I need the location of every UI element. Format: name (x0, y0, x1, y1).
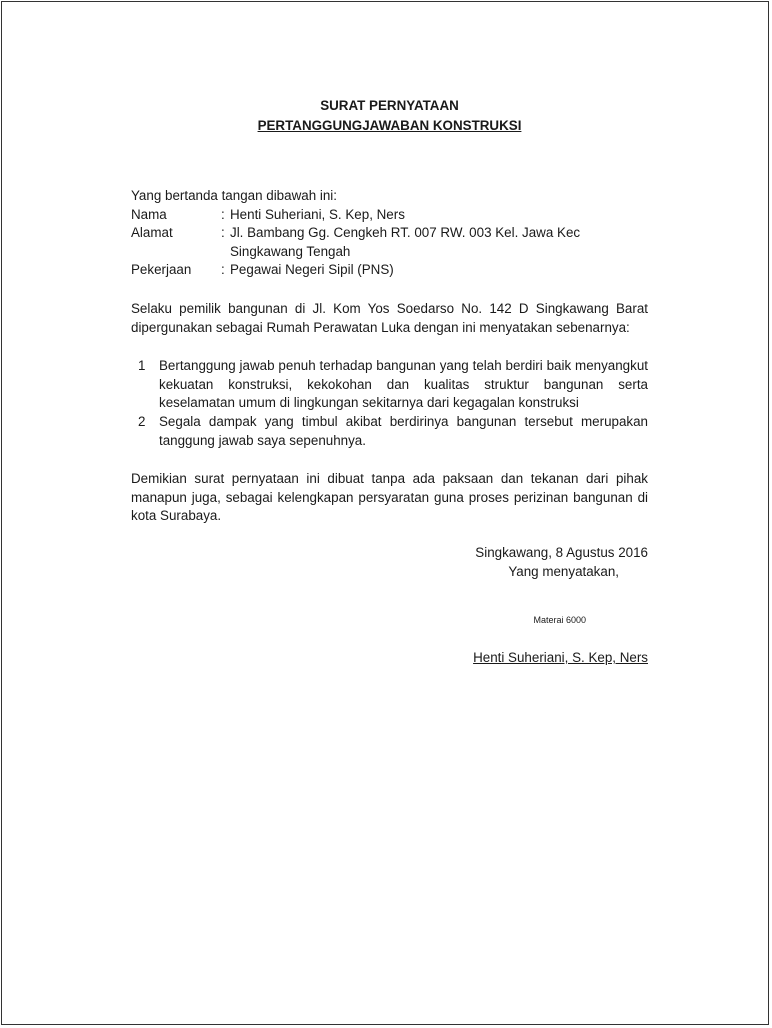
statement-text: Segala dampak yang timbul akibat berdirinya bangunan tersebut merupakan tanggung jawab saya sepenuhnya. (159, 413, 648, 448)
field-colon: : (221, 225, 225, 241)
identity-fields (131, 206, 648, 280)
field-row-alamat-cont (131, 243, 648, 262)
signature-declarant: Yang menyatakan, (508, 563, 619, 579)
field-label: Alamat (131, 225, 173, 241)
document-page (1, 1, 769, 1025)
intro-text: Yang bertanda tangan dibawah ini: (131, 188, 337, 203)
field-colon: : (221, 206, 225, 222)
field-value: Jl. Bambang Gg. Cengkeh RT. 007 RW. 003 Kel. Jawa Kec (230, 225, 581, 241)
field-row-nama (131, 206, 648, 225)
statement-number: 2 (138, 413, 146, 429)
field-label: Nama (131, 206, 167, 222)
field-row-alamat (131, 224, 648, 243)
field-label: Pekerjaan (131, 262, 192, 278)
field-value-continuation: Singkawang Tengah (230, 243, 351, 259)
owner-paragraph: Selaku pemilik bangunan di Jl. Kom Yos Soedarso No. 142 D Singkawang Barat dipergunakan sebagai Rumah Perawatan Luka dengan ini menyatakan sebenarnya: (131, 300, 648, 335)
document-title: SURAT PERNYATAAN (320, 98, 459, 113)
statement-text: Bertanggung jawab penuh terhadap bangunan yang telah berdiri baik menyangkut kekuatan konstruksi, kekokohan dan kualitas struktur bangunan serta keselamatan umum di lingkungan sekitarnya dari kegagalan konstruksi (159, 358, 648, 411)
field-label-empty (131, 243, 221, 262)
field-colon: : (221, 262, 225, 278)
field-value: Pegawai Negeri Sipil (PNS) (230, 262, 394, 278)
closing-paragraph: Demikian surat pernyataan ini dibuat tanpa ada paksaan dan tekanan dari pihak manapun juga, sebagai kelengkapan persyaratan guna proses perizinan bangunan di kota Surabaya. (131, 471, 648, 524)
statement-number: 1 (138, 358, 146, 374)
stamp-label: Materai 6000 (533, 615, 586, 626)
statement-item (131, 357, 648, 413)
signer-name: Henti Suheriani, S. Kep, Ners (473, 650, 648, 666)
field-value: Henti Suheriani, S. Kep, Ners (230, 206, 405, 222)
document-body (131, 96, 648, 668)
field-row-pekerjaan (131, 261, 648, 280)
signature-city-date: Singkawang, 8 Agustus 2016 (475, 544, 648, 560)
field-colon-empty (221, 243, 230, 262)
statement-list (131, 357, 648, 450)
document-subtitle: PERTANGGUNGJAWABAN KONSTRUKSI (257, 118, 522, 133)
statement-item (131, 413, 648, 450)
signature-block (131, 544, 648, 668)
